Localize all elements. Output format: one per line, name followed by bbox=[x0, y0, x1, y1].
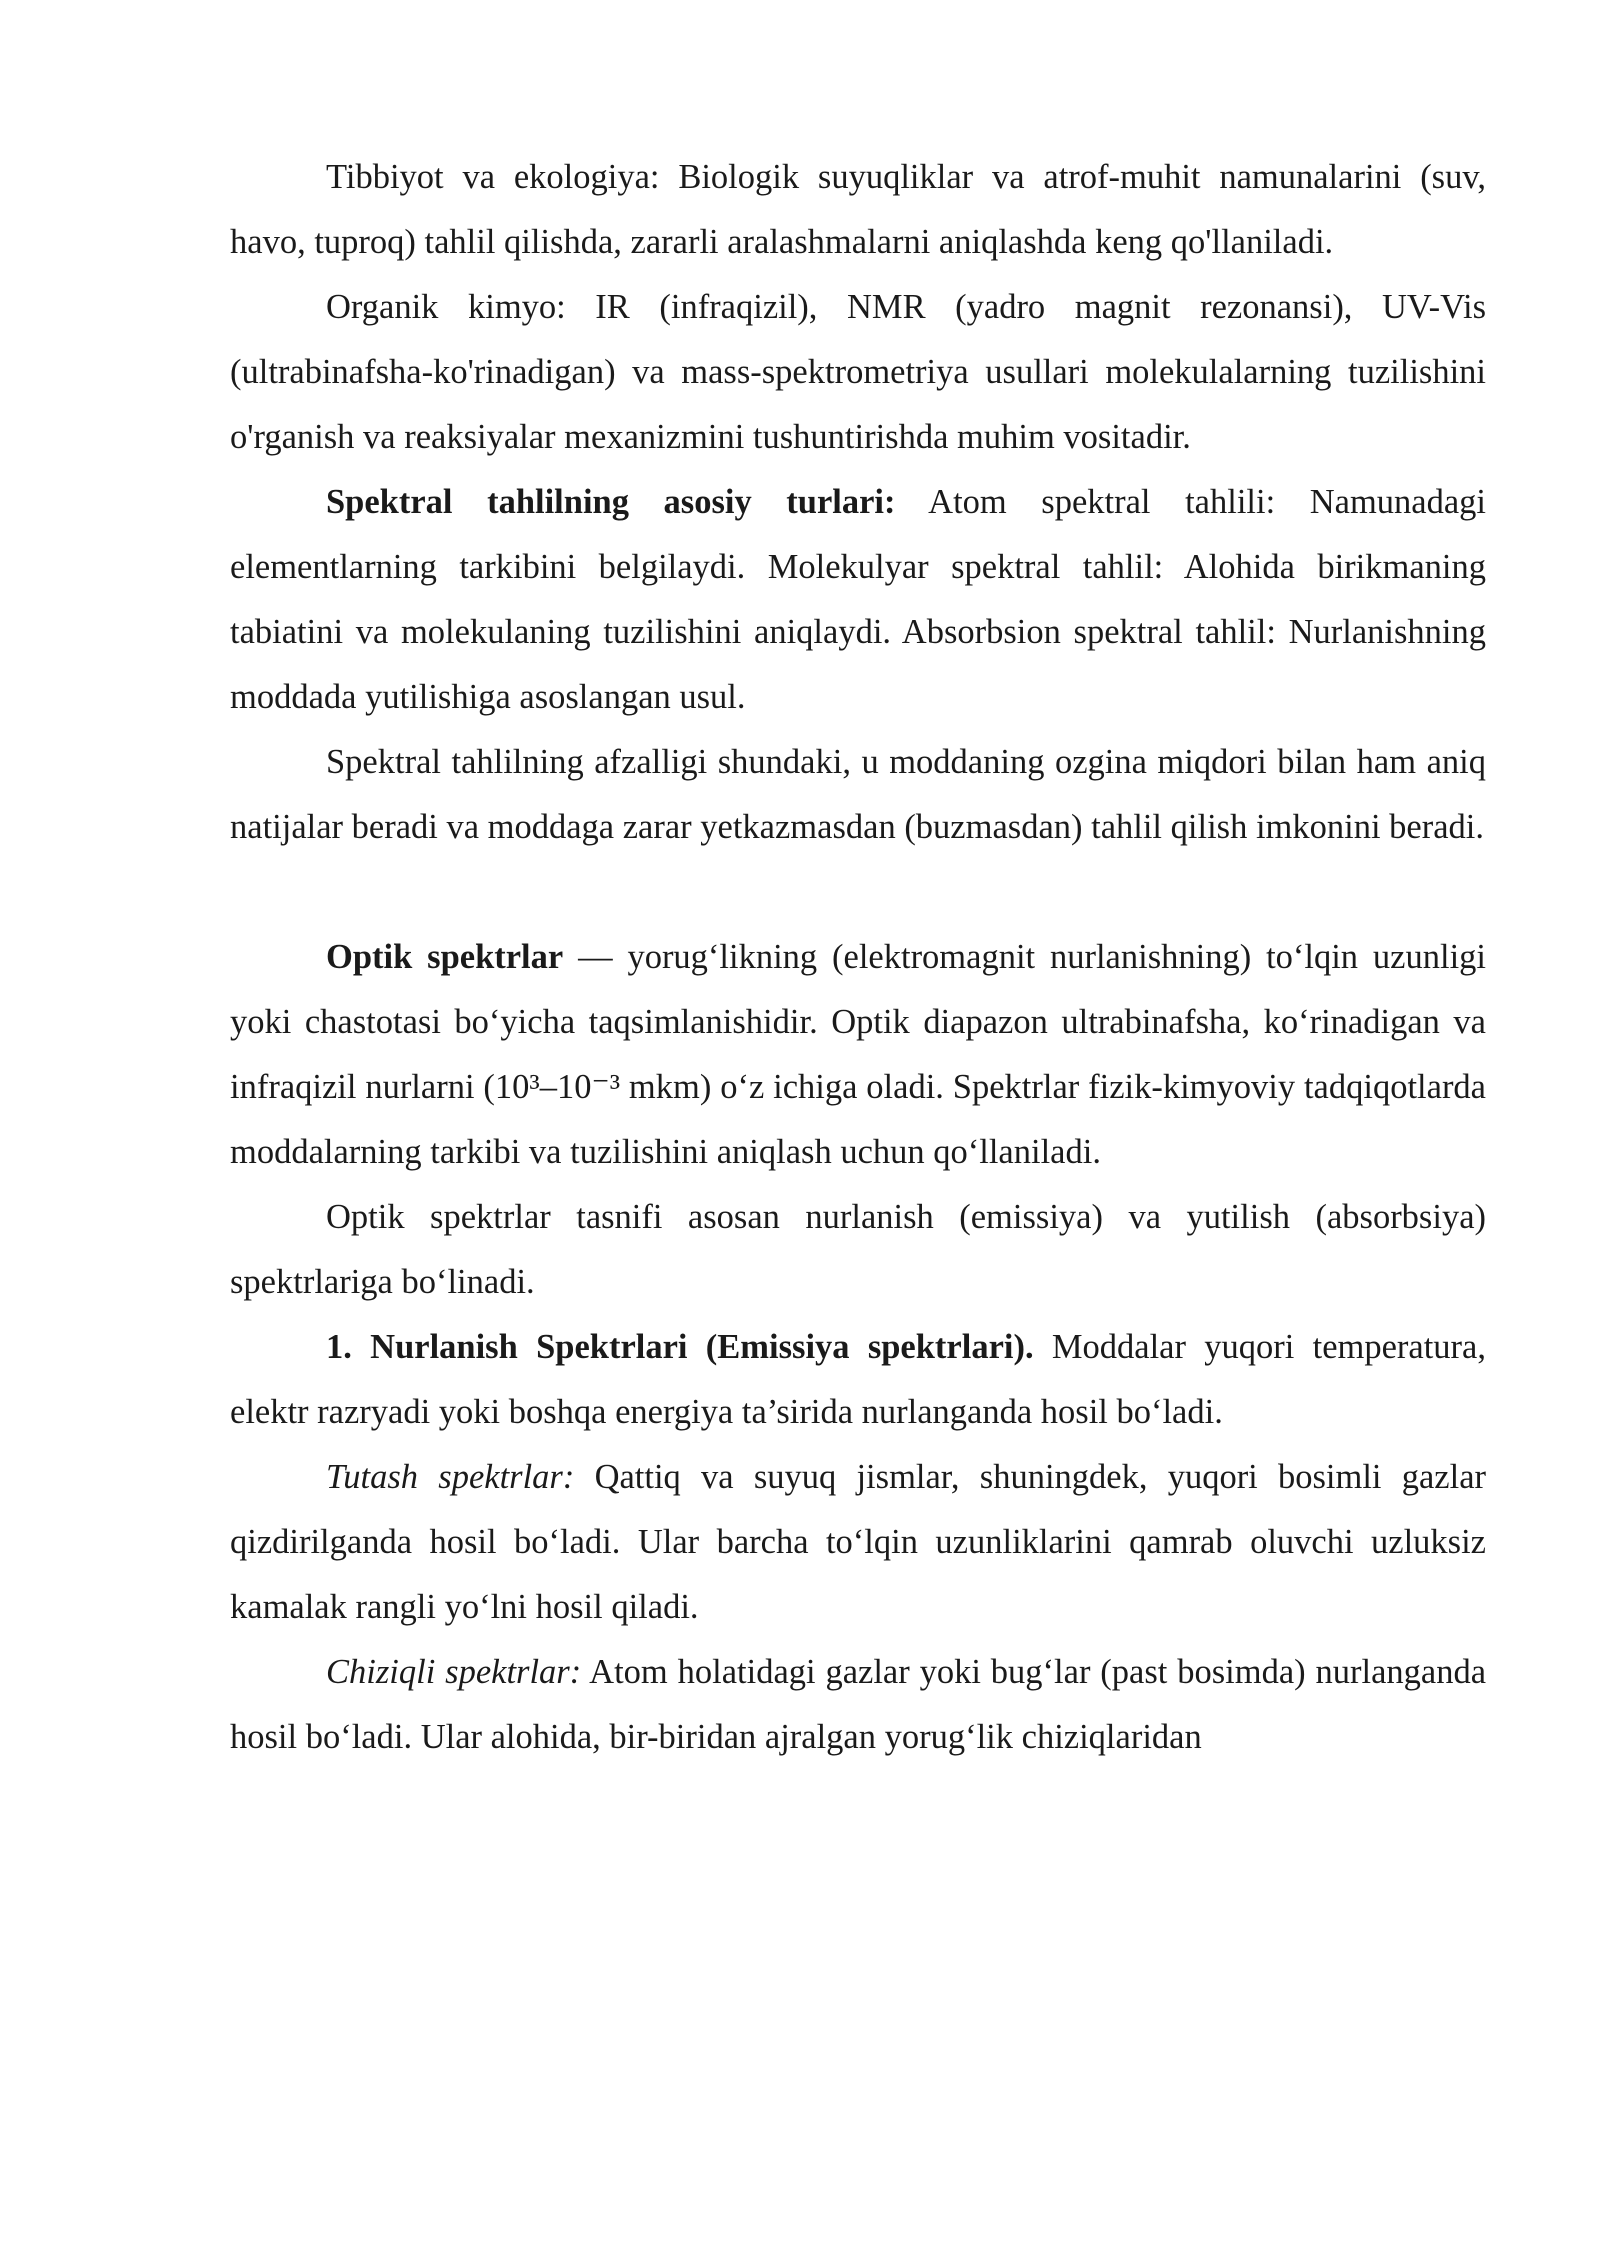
paragraph-text: Atom spektral tahlili: Namunadagi elementlarning tarkibini belgilaydi. Molekulyar spektral tahlil: Alohida birikmaning tabiatini va molekulaning tuzilishini aniqlaydi. Absorbsion spektral tahlil: Nurlanishning moddada yutilishiga asoslangan usul. bbox=[230, 483, 1486, 716]
paragraph-heading: Optik spektrlar bbox=[326, 938, 564, 976]
paragraph-text: Tibbiyot va ekologiya: Biologik suyuqliklar va atrof-muhit namunalarini (suv, havo, tuproq) tahlil qilishda, zararli aralashmalarni aniqlashda keng qo'llaniladi. bbox=[230, 158, 1486, 261]
paragraph-text: Qattiq va suyuq jismlar, shuningdek, yuqori bosimli gazlar qizdirilganda hosil bo‘ladi. Ular barcha to‘lqin uzunliklarini qamrab oluvchi uzluksiz kamalak rangli yo‘lni hosil qiladi. bbox=[230, 1458, 1486, 1626]
paragraph-text: Organik kimyo: IR (infraqizil), NMR (yadro magnit rezonansi), UV-Vis (ultrabinafsha-ko'rinadigan) va mass-spektrometriya usullari molekulalarning tuzilishini o'rganish va reaksiyalar mexanizmini tushuntirishda muhim vositadir. bbox=[230, 288, 1486, 456]
paragraph-optical-spectra bbox=[230, 925, 1486, 1185]
paragraph-text: Optik spektrlar tasnifi asosan nurlanish (emissiya) va yutilish (absorbsiya) spektrlariga bo‘linadi. bbox=[230, 1198, 1486, 1301]
paragraph-continuous-spectra bbox=[230, 1445, 1486, 1640]
paragraph-text: Spektral tahlilning afzalligi shundaki, u moddaning ozgina miqdori bilan ham aniq natijalar beradi va moddaga zarar yetkazmasdan (buzmasdan) tahlil qilish imkonini beradi. bbox=[230, 743, 1486, 846]
document-page bbox=[230, 145, 1486, 1770]
paragraph-medicine-ecology bbox=[230, 145, 1486, 275]
paragraph-term: Tutash spektrlar: bbox=[326, 1458, 575, 1496]
paragraph-text: — yorug‘likning (elektromagnit nurlanishning) to‘lqin uzunligi yoki chastotasi bo‘yicha taqsimlanishidir. Optik diapazon ultrabinafsha, ko‘rinadigan va infraqizil nurlarni (10³–10⁻³ mkm) o‘z ichiga oladi. Spektrlar fizik-kimyoviy tadqiqotlarda moddalarning tarkibi va tuzilishini aniqlash uchun qo‘llaniladi. bbox=[230, 938, 1486, 1171]
paragraph-term: Chiziqli spektrlar: bbox=[326, 1653, 582, 1691]
paragraph-text: Moddalar yuqori temperatura, elektr razryadi yoki boshqa energiya ta’sirida nurlanganda hosil bo‘ladi. bbox=[230, 1328, 1486, 1431]
paragraph-emission-spectra bbox=[230, 1315, 1486, 1445]
paragraph-organic-chemistry bbox=[230, 275, 1486, 470]
paragraph-optical-spectra-classification bbox=[230, 1185, 1486, 1315]
paragraph-line-spectra bbox=[230, 1640, 1486, 1770]
paragraph-spectral-analysis-types bbox=[230, 470, 1486, 730]
paragraph-spectral-analysis-advantage bbox=[230, 730, 1486, 860]
paragraph-text: Atom holatidagi gazlar yoki bug‘lar (past bosimda) nurlanganda hosil bo‘ladi. Ular alohida, bir-biridan ajralgan yorug‘lik chiziqlaridan bbox=[230, 1653, 1487, 1756]
paragraph-heading: Spektral tahlilning asosiy turlari: bbox=[326, 483, 896, 521]
paragraph-gap bbox=[230, 860, 1486, 925]
paragraph-heading: 1. Nurlanish Spektrlari (Emissiya spektrlari). bbox=[326, 1328, 1034, 1366]
